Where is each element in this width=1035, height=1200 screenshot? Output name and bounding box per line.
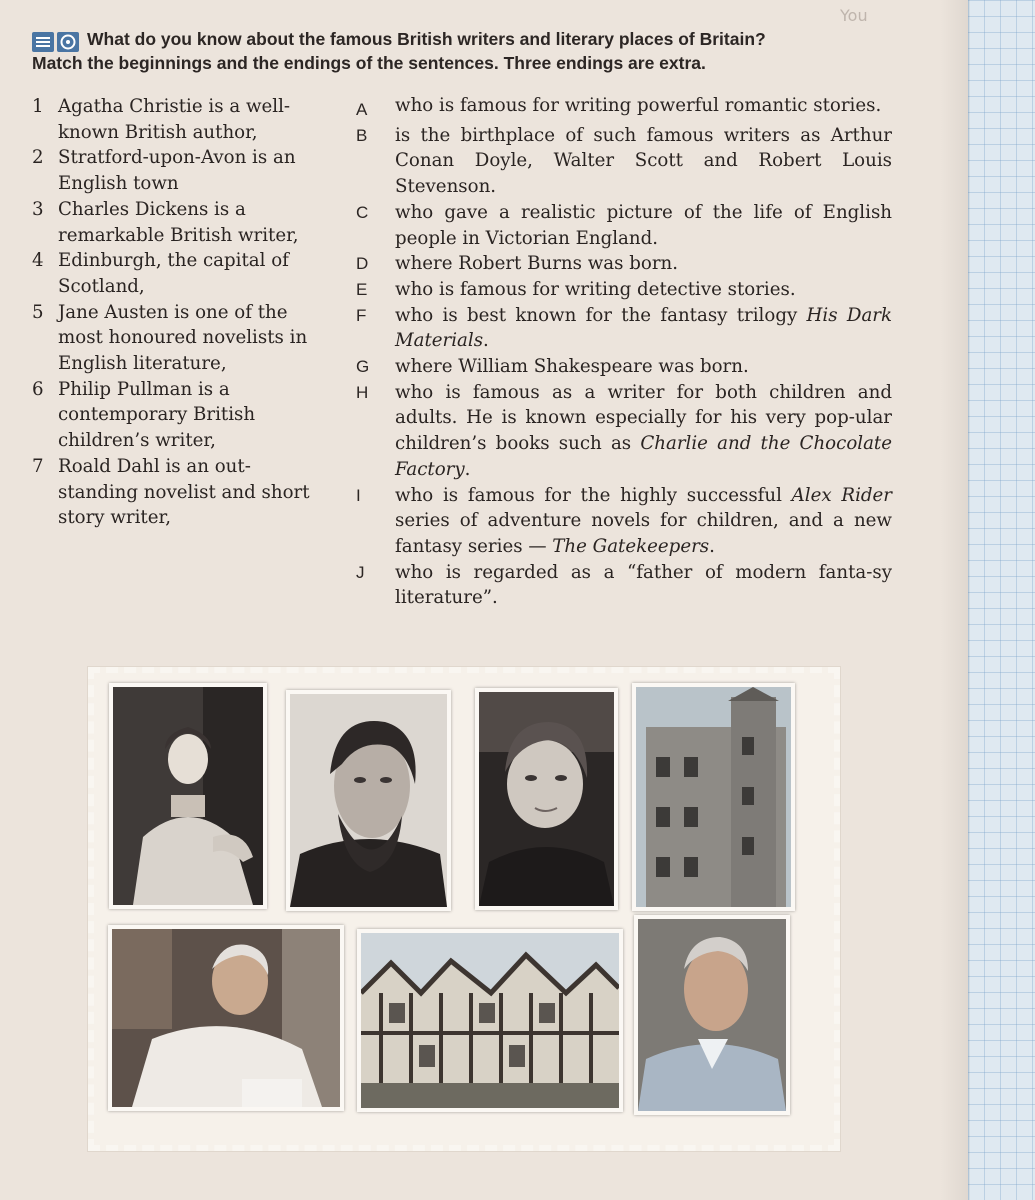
listening-icon <box>32 32 54 52</box>
beginning-number: 2 <box>32 147 44 169</box>
ending-text: where Robert Burns was born. <box>395 253 679 275</box>
exercise-icons <box>32 32 79 52</box>
beginning-1 <box>32 94 322 145</box>
beginning-text: Agatha Christie is a well-known British author, <box>58 96 291 143</box>
ending-text: who is famous for writing detective stories. <box>395 278 796 300</box>
series-title: The Gatekeepers <box>552 535 710 557</box>
jane-austen-portrait <box>109 683 267 909</box>
beginning-6 <box>32 377 322 454</box>
roald-dahl-portrait <box>634 915 790 1115</box>
beginning-3 <box>32 197 322 248</box>
ending-letter: I <box>356 485 361 505</box>
beginning-number: 1 <box>32 96 44 117</box>
ending-text <box>395 483 892 560</box>
book-title: His Dark Materials <box>395 304 893 352</box>
ending-d <box>356 251 892 277</box>
ending-g <box>356 354 892 380</box>
ending-text <box>395 303 892 354</box>
beginning-number: 3 <box>32 198 44 220</box>
ending-text <box>395 380 892 483</box>
beginning-number: 5 <box>32 301 44 323</box>
ending-letter: B <box>356 125 368 145</box>
ending-letter: C <box>356 202 369 222</box>
ending-j <box>356 560 892 611</box>
beginning-7 <box>32 454 322 531</box>
charles-dickens-portrait <box>286 690 451 911</box>
ending-text: who is famous for writing powerful romantic stories. <box>395 95 882 116</box>
ending-i <box>356 483 892 560</box>
instruction-line-1: What do you know about the famous British writers and literary places of Britain? <box>87 29 766 49</box>
page-fold-shadow <box>940 0 970 1200</box>
ending-h <box>356 380 892 483</box>
ending-letter: G <box>356 357 370 377</box>
beginning-text: Charles Dickens is a remarkable British writer, <box>58 198 299 246</box>
ending-c <box>356 200 892 251</box>
ending-text: who is regarded as a “father of modern fanta-sy literature”. <box>395 561 892 609</box>
ending-a <box>356 97 892 123</box>
beginning-5 <box>32 300 322 377</box>
series-title: Alex Rider <box>791 484 892 506</box>
beginning-2 <box>32 145 322 196</box>
beginning-text: Roald Dahl is an out-standing novelist and short story writer, <box>58 455 310 529</box>
ending-text-part: who is famous for the highly successful <box>395 484 792 506</box>
ending-letter: F <box>356 305 367 325</box>
beginning-text: Philip Pullman is a contemporary British children’s writer, <box>58 378 256 452</box>
beginning-number: 4 <box>32 250 44 272</box>
ending-letter: H <box>356 382 369 402</box>
ending-text-part: series of adventure novels for children, and a new fantasy series — <box>395 510 892 557</box>
edinburgh-building-photo <box>632 683 795 911</box>
exercise-instructions <box>32 28 932 75</box>
audio-disc-icon <box>57 32 79 52</box>
ending-text: is the birthplace of such famous writers as Arthur Conan Doyle, Walter Scott and Robert Louis Stevenson. <box>395 124 892 198</box>
sentence-beginnings <box>32 94 322 531</box>
shakespeare-birthplace-photo <box>357 929 623 1112</box>
beginning-4 <box>32 248 322 299</box>
ending-text-part: who is best known for the fantasy trilogy <box>395 304 807 326</box>
ending-text-part: . <box>709 535 715 557</box>
ending-letter: A <box>356 100 368 119</box>
philip-pullman-photo <box>108 925 344 1111</box>
ending-letter: E <box>356 279 368 299</box>
sentence-endings <box>356 97 892 611</box>
ending-text: who gave a realistic picture of the life of English people in Victorian England. <box>395 201 892 249</box>
graph-paper-edge <box>968 0 1035 1200</box>
beginning-text: Stratford-upon-Avon is an English town <box>58 147 296 195</box>
bleed-through-text: You <box>840 6 868 25</box>
beginning-text: Jane Austen is one of the most honoured novelists in English literature, <box>58 301 308 375</box>
ending-letter: J <box>356 562 365 582</box>
ending-text-part: . <box>483 330 489 352</box>
ending-letter: D <box>356 254 369 274</box>
ending-text-part: who is famous as a writer for both children and adults. He is known especially for his very pop-ular children’s books such as <box>395 381 892 455</box>
beginning-number: 6 <box>32 378 44 400</box>
ending-text-part: . <box>464 458 471 480</box>
ending-f <box>356 303 892 354</box>
ending-e <box>356 277 892 303</box>
agatha-christie-portrait <box>475 688 618 910</box>
instruction-line-2: Match the beginnings and the endings of the sentences. Three endings are extra. <box>32 53 706 73</box>
ending-text: where William Shakespeare was born. <box>395 356 749 378</box>
book-title: Charlie and the Chocolate Factory <box>395 433 893 480</box>
beginning-text: Edinburgh, the capital of Scotland, <box>58 250 289 297</box>
beginning-number: 7 <box>32 455 44 477</box>
ending-b <box>356 123 892 200</box>
